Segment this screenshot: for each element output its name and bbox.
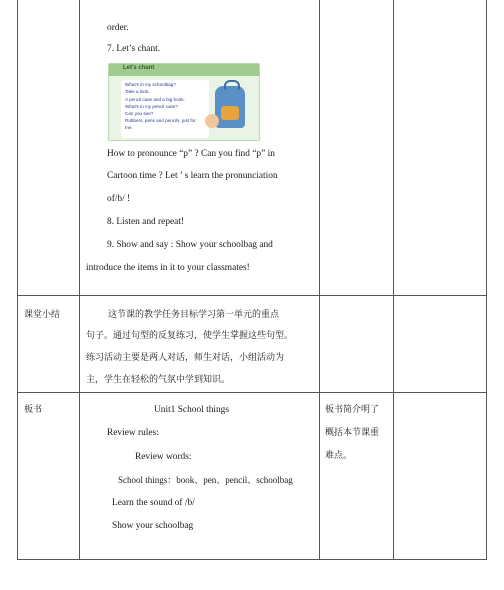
board-review-words: Review words:	[135, 452, 192, 462]
pronounce-line-2: Cartoon time ? Let ’ s learn the pronunciation	[107, 171, 278, 181]
chant-line: me.	[125, 125, 133, 130]
column-divider-1	[79, 0, 80, 560]
board-show-schoolbag: Show your schoolbag	[112, 521, 194, 531]
board-label: 板书	[24, 405, 43, 415]
schoolbag-illustration	[215, 86, 245, 128]
chant-line: What's in my pencil case?	[125, 104, 178, 109]
table-border-bottom	[17, 559, 487, 560]
child-illustration	[205, 114, 219, 128]
row-divider-1	[17, 295, 487, 296]
table-border-left	[17, 0, 18, 560]
board-school-things: School things：book、pen、pencil、schoolbag	[118, 475, 293, 485]
board-note-line-2: 概括本节课重	[325, 428, 380, 438]
step-7-lets-chant: 7. Let’s chant.	[107, 44, 161, 54]
row-divider-2	[17, 392, 487, 393]
board-review-rules: Review rules:	[107, 428, 159, 438]
schoolbag-strap	[224, 80, 240, 90]
board-note-line-1: 板书简介明了	[325, 405, 380, 415]
chant-line: Can you see?	[125, 111, 154, 116]
chant-title: Let's chant	[123, 65, 155, 71]
step-9-show-say-line-1: 9. Show and say : Show your schoolbag and	[107, 240, 273, 250]
chant-text-panel	[121, 80, 209, 138]
pronounce-line-3: of/b/ !	[107, 194, 131, 204]
column-divider-3	[393, 0, 394, 560]
column-divider-2	[319, 0, 320, 560]
order-text: order.	[107, 23, 129, 33]
board-note-line-3: 难点。	[325, 451, 353, 461]
summary-line-1: 这节课的教学任务目标学习第一单元的重点	[108, 310, 280, 320]
board-learn-sound: Learn the sound of /b/	[112, 498, 195, 508]
chant-line: Rubbers, pens and pencils, just for	[125, 118, 196, 123]
chant-line: What's in my schoolbag?	[125, 82, 176, 87]
board-title: Unit1 School things	[154, 405, 230, 415]
summary-label: 课堂小结	[24, 310, 61, 320]
pronounce-line-1: How to pronounce “p” ? Can you find “p” in	[107, 149, 275, 159]
chant-image	[108, 63, 260, 141]
table-border-right	[486, 0, 487, 560]
step-9-show-say-line-2: introduce the items in it to your classmates!	[86, 263, 250, 273]
summary-line-4: 主，学生在轻松的气氛中学到知识。	[86, 375, 231, 385]
chant-line: Take a look.	[125, 89, 150, 94]
summary-line-3: 练习活动主要是两人对话，师生对话，小组活动为	[86, 353, 285, 363]
step-8-listen-repeat: 8. Listen and repeat!	[107, 217, 185, 227]
summary-line-2: 句子。通过句型的反复练习，使学生掌握这些句型。	[86, 331, 294, 341]
chant-line: A pencil case and a big book.	[125, 97, 185, 102]
schoolbag-pocket	[221, 106, 239, 120]
